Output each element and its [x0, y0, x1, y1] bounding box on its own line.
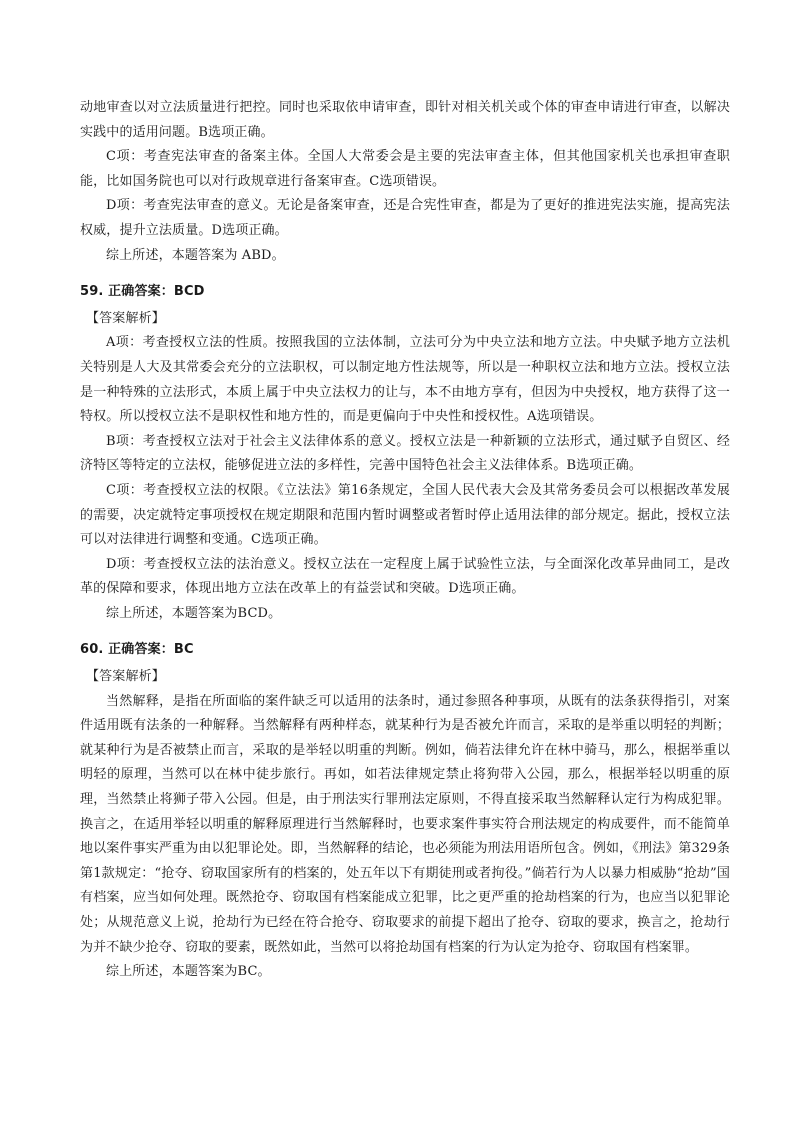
question-59-option-b: B项：考查授权立法对于社会主义法律体系的意义。授权立法是一种新颖的立法形式，通过赋予自贸区、经济特区等特定的立法权，能够促进立法的多样性，完善中国特色社会主义法律体系。B选项正确。 [80, 433, 730, 474]
answer-analysis-page [80, 96, 730, 985]
option-d-paragraph: D项：考查宪法审查的意义。无论是备案审查，还是合宪性审查，都是为了更好的推进宪法实施，提高宪法权威，提升立法质量。D选项正确。 [80, 198, 730, 238]
question-60-summary: 综上所述，本题答案为BC。 [106, 964, 271, 980]
question-59-heading: 59. 正确答案：BCD [80, 284, 205, 300]
question-60-section [80, 638, 730, 984]
question-60-analysis-label: 【答案解析】 [86, 669, 165, 685]
summary-paragraph: 综上所述，本题答案为 ABD。 [106, 247, 285, 263]
question-59-summary: 综上所述，本题答案为BCD。 [106, 605, 282, 621]
question-60-body: 当然解释，是指在所面临的案件缺乏可以适用的法条时，通过参照各种事项，从既有的法条获得指引，对案件适用既有法条的一种解释。当然解释有两种样态，就某种行为是否被允许而言，采取的是举重以明轻的判断；就某种行为是否被禁止而言，采取的是举轻以明重的判断。例如，倘若法律允许在林中骑马，那么，根据举重以明轻的原理，当然可以在林中徒步旅行。再如，如若法律规定禁止将狗带入公园，那么，根据举轻以明重的原理，当然禁止将狮子带入公园。但是，由于刑法实行罪刑法定原则，不得直接采取当然解释认定行为构成犯罪。换言之，在适用举轻以明重的解释原理进行当然解释时，也要求案件事实符合刑法规定的构成要件，而不能简单地以案件事实严重为由以犯罪论处。即，当然解释的结论，也必须能为刑法用语所包含。例如，《刑法》第329条第1款规定：“抢夺、窃取国家所有的档案的，处五年以下有期徒刑或者拘役。”倘若行为人以暴力相威胁“抢劫”国有档案，应当如何处理。既然抢夺、窃取国有档案能成立犯罪，比之更严重的抢劫档案的行为，也应当以犯罪论处；从规范意义上说，抢劫行为已经在符合抢夺、窃取要求的前提下超出了抢夺、窃取的要求，换言之，抢劫行为并不缺少抢夺、窃取的要素，既然如此，当然可以将抢劫国有档案的行为认定为抢夺、窃取国有档案罪。 [80, 693, 730, 955]
question-59-analysis-label: 【答案解析】 [86, 310, 165, 326]
question-59-option-c: C项：考查授权立法的权限。《立法法》第16条规定，全国人民代表大会及其常务委员会可以根据改革发展的需要，决定就特定事项授权在规定期限和范围内暂时调整或者暂时停止适用法律的部分规定。据此，授权立法可以对法律进行调整和变通。C选项正确。 [80, 482, 730, 548]
continuation-paragraph: 动地审查以对立法质量进行把控。同时也采取依申请审查，即针对相关机关或个体的审查申请进行审查，以解决实践中的适用问题。B选项正确。 [80, 100, 730, 140]
question-60-heading: 60. 正确答案：BC [80, 642, 194, 658]
option-c-paragraph: C项：考查宪法审查的备案主体。全国人大常委会是主要的宪法审查主体，但其他国家机关也承担审查职能，比如国务院也可以对行政规章进行备案审查。C选项错误。 [80, 149, 730, 189]
question-59-option-d: D项：考查授权立法的法治意义。授权立法在一定程度上属于试验性立法，与全面深化改革异曲同工，是改革的保障和要求，体现出地方立法在改革上的有益尝试和突破。D选项正确。 [80, 556, 730, 597]
question-59-option-a: A项：考查授权立法的性质。按照我国的立法体制，立法可分为中央立法和地方立法。中央赋予地方立法机关特别是人大及其常委会充分的立法职权，可以制定地方性法规等，所以是一种职权立法和地方立法。授权立法是一种特殊的立法形式，本质上属于中央立法权力的让与，本不由地方享有，但因为中央授权，地方获得了这一特权。所以授权立法不是职权性和地方性的，而是更偏向于中央性和授权性。A选项错误。 [80, 335, 730, 425]
question-59-section [80, 280, 730, 626]
